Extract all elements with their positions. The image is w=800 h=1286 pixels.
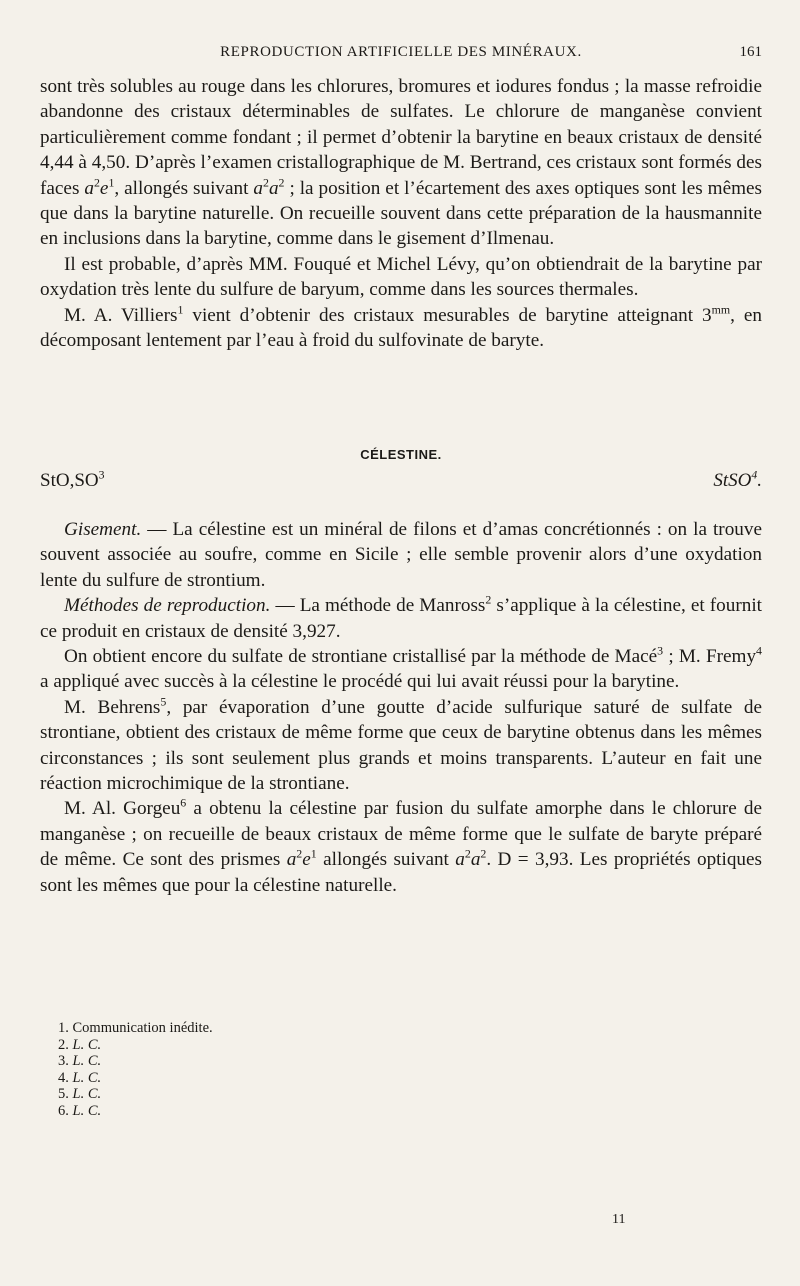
paragraph: sont très solubles au rouge dans les chlorures, bromures et iodures fondus ; la masse refroidie abandonne des cristaux déterminables de sulfates. Le chlorure de manganèse convient particulièrement comme fondant ; il permet d’obtenir la barytine en beaux cristaux de densité 4,44 à 4,50. D’après l’examen cristallographique de M. Bertrand, ces cristaux sont formés des faces $a^2e^1$, allongés suivant $a^2a^2$ ; la position et l’écartement des axes optiques sont les mêmes que dans la barytine naturelle. On recueille souvent dans cette préparation de la hausmannite en inclusions dans la barytine, comme dans le gisement d’Ilmenau. xyxy=(40,76,762,250)
paragraph: Il est probable, d’après MM. Fouqué et Michel Lévy, qu’on obtiendrait de la barytine par oxydation très lente du sulfure de baryum, comme dans les sources thermales. xyxy=(40,253,762,301)
footnote: 3. L. C. xyxy=(58,1053,102,1070)
page-number: 161 xyxy=(739,44,762,60)
running-title: REPRODUCTION ARTIFICIELLE DES MINÉRAUX. xyxy=(220,44,582,60)
paragraph: M. Behrens$^5$, par évaporation d’une goutte d’acide sulfurique saturé de sulfate de strontiane, obtient des cristaux de même forme que ceux de barytine obtenus dans les mêmes circonstances ; ils sont seulement plus grands et moins transparents. L’auteur en fait une réaction microchimique de la strontiane. xyxy=(40,694,762,795)
body-text-bottom xyxy=(40,517,762,898)
paragraph: Gisement. — La célestine est un minéral de filons et d’amas concrétionnés : on la trouve souvent associée au soufre, comme en Sicile ; elle semble provenir alors d’une oxydation lente du sulfure de strontium. xyxy=(40,519,762,591)
section-title: CÉLESTINE. xyxy=(360,447,442,462)
running-header xyxy=(40,44,762,68)
signature-mark: 11 xyxy=(612,1212,626,1227)
paragraph: M. Al. Gorgeu$^6$ a obtenu la célestine par fusion du sulfate amorphe dans le chlorure de manganèse ; on recueille de beaux cristaux de même forme que le sulfate de baryte préparé de même. Ce sont des prismes $a^2e^1$ allongés suivant $a^2a^2$. D = 3,93. Les propriétés optiques sont les mêmes que pour la célestine naturelle. xyxy=(40,796,763,896)
footnote: 6. L. C. xyxy=(58,1102,102,1119)
formula-new-notation: StSO$^4$. xyxy=(713,468,762,491)
footnote: 4. L. C. xyxy=(58,1069,102,1086)
paragraph: M. A. Villiers$^1$ vient d’obtenir des cristaux mesurables de barytine atteignant $3^{mm}$, en décomposant lentement par l’eau à froid du sulfovinate de baryte. xyxy=(40,302,762,352)
footnote: 1. Communication inédite. xyxy=(58,1020,213,1036)
footnote: 2. L. C. xyxy=(58,1036,102,1053)
footnotes xyxy=(58,1020,213,1120)
paragraph: On obtient encore du sulfate de strontiane cristallisé par la méthode de Macé$^3$ ; M. Fremy$^4$ a appliqué avec succès à la célestine le procédé qui lui avait réussi pour la barytine. xyxy=(40,643,762,693)
formula-old-notation: $StO,SO^3$ xyxy=(40,468,105,491)
footnote: 5. L. C. xyxy=(58,1086,102,1103)
body-text-top xyxy=(40,74,762,353)
paragraph: Méthodes de reproduction. — La méthode de Manross$^2$ s’applique à la célestine, et fournit ce produit en cristaux de densité 3,927. xyxy=(40,592,762,642)
